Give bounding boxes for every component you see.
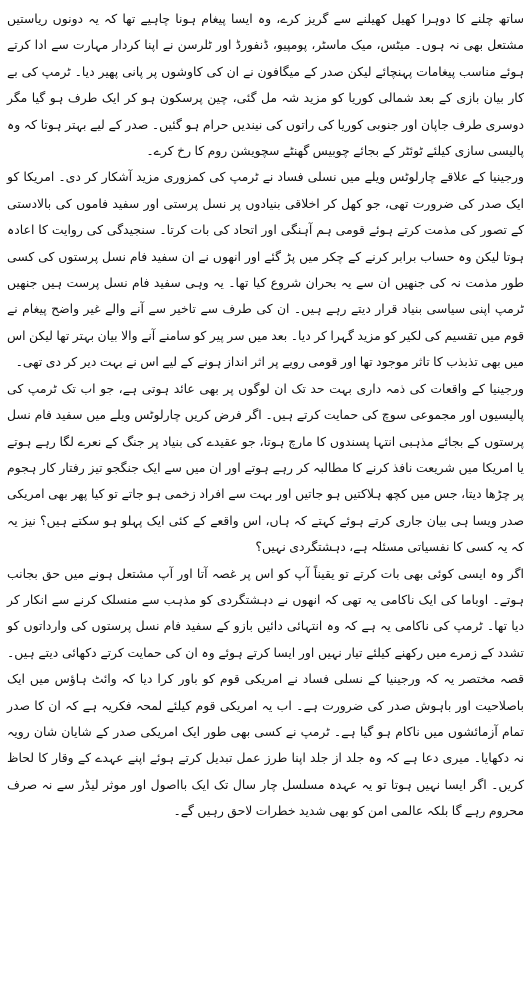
article-paragraph-2: ورجینیا کے علاقے چارلوٹس ویلے میں نسلی فساد نے ٹرمپ کی کمزوری مزید آشکار کر دی۔ امریکا کو ایک صدر کی ضرورت تھی، جو کھل کر اخلاقی بنیادوں پر نسل پرستی اور سفید فاموں کی بالادستی کے تصور کی مذمت کرتے ہوئے قومی ہم آہنگی اور اتحاد کی بات کرتا۔ سنجیدگی کی روایت کا اعادہ ہوتا لیکن وہ حساب برابر کرنے کے چکر میں پڑ گئے اور انھوں نے ان سفید فام نسل پرستوں کی کسی طور مذمت نہ کی جنھیں ان سے یہ بحران شروع کیا تھا۔ یہ وہی سفید فام نسل پرست ہیں جنھیں ٹرمپ اپنی سیاسی بنیاد قرار دیتے رہے ہیں۔ ان کی طرف سے تاخیر سے آنے والے غیر واضح پیغام نے قوم میں تقسیم کی لکیر کو مزید گہرا کر دیا۔ بعد میں سر پیر کو سامنے آنے والا بیان بہتر تھا لیکن اس میں بھی تذبذب کا تاثر موجود تھا اور قومی رویے پر اثر انداز ہونے کے لیے اس نے بہت دیر کر دی تھی۔ [7, 169, 524, 370]
article-paragraph-3: ورجینیا کے واقعات کی ذمہ داری بہت حد تک ان لوگوں پر بھی عائد ہوتی ہے، جو اب تک ٹرمپ کی پالیسیوں اور مجموعی سوچ کی حمایت کرتے ہیں۔ اگر فرض کریں چارلوٹس ویلے میں سفید فام نسل پرستوں کے بجائے مذہبی انتہا پسندوں کا مارچ ہوتا، جو عقیدے کی بنیاد پر جنگ کے نعرے لگا رہے ہوتے یا امریکا میں شریعت نافذ کرنے کا مطالبہ کر رہے ہوتے اور ان میں سے ایک جنگجو تیز رفتار کار ہجوم پر چڑھا دیتا، جس میں کچھ ہلاکتیں ہو جاتیں اور بہت سے افراد زخمی ہو جاتے تو کیا پھر بھی امریکی صدر ویسا ہی بیان جاری کرتے ہوئے کہتے کہ ہاں، اس واقعے کے کئی ایک پہلو ہو سکتے ہیں؟ نیز یہ کہ یہ کسی کا نفسیاتی مسئلہ ہے، دہشتگردی نہیں؟ [7, 380, 524, 555]
article-paragraph-1: ساتھ چلنے کا دوہرا کھیل کھیلنے سے گریز کرے، وہ ایسا پیغام ہونا چاہیے تھا کہ یہ دونوں ریاستیں مشتعل بھی نہ ہوں۔ میٹس، میک ماسٹر، پومپیو، ڈنفورڈ اور ٹلرسن نے اپنا کردار مہارت سے ادا کرتے ہوئے مناسب پیغامات پہنچائے لیکن صدر کے میگافون نے ان کی کاوشوں پر پانی پھیر دیا۔ ٹرمپ کی بے کار بیان بازی کے بعد شمالی کوریا کو مزید شہ مل گئی، چین پرسکون ہو کر ایک طرف ہو گیا مگر دوسری طرف جاپان اور جنوبی کوریا کی راتوں کی نیندیں حرام ہو گئیں۔ صدر کے لیے بہتر ہوتا کہ وہ پالیسی سازی کیلئے ٹوئٹر کے بجائے چوبیس گھنٹے سچویشن روم کا رخ کرے۔ [7, 11, 524, 159]
article-paragraph-4: اگر وہ ایسی کوئی بھی بات کرتے تو یقیناً آپ کو اس پر غصہ آتا اور آپ مشتعل ہونے میں حق بجانب ہوتے۔ اوباما کی ایک ناکامی یہ تھی کہ انھوں نے دہشتگردی کو مذہب سے منسلک کرنے سے انکار کر دیا تھا۔ ٹرمپ کی ناکامی یہ ہے کہ وہ انتہائی دائیں بازو کے سفید فام نسل پرستوں کی وارداتوں کو تشدد کے زمرے میں رکھنے کیلئے تیار نہیں اور ایسا کرتے ہوئے وہ ان کی حمایت کرتے دکھائی دیتے ہیں۔ قصہ مختصر یہ کہ ورجینیا کے نسلی فساد نے امریکی قوم کو باور کرا دیا کہ وائٹ ہاؤس میں ایک باصلاحیت اور باہوش صدر کی ضرورت ہے۔ اب یہ امریکی قوم کیلئے لمحہ فکریہ ہے کہ ان کا صدر تمام آزمائشوں میں ناکام ہو گیا ہے۔ ٹرمپ نے کسی بھی طور ایک امریکی صدر کے شایان شان رویہ نہ دکھایا۔ میری دعا ہے کہ وہ جلد از جلد اپنا طرز عمل تبدیل کرتے ہوئے اپنے عہدے کے وقار کا لحاظ کریں۔ اگر ایسا نہیں ہوتا تو یہ عہدہ مسلسل چار سال تک ایک بااصول اور موثر لیڈر سے نہ صرف محروم رہے گا بلکہ عالمی امن کو بھی شدید خطرات لاحق رہیں گے۔ [7, 565, 524, 819]
